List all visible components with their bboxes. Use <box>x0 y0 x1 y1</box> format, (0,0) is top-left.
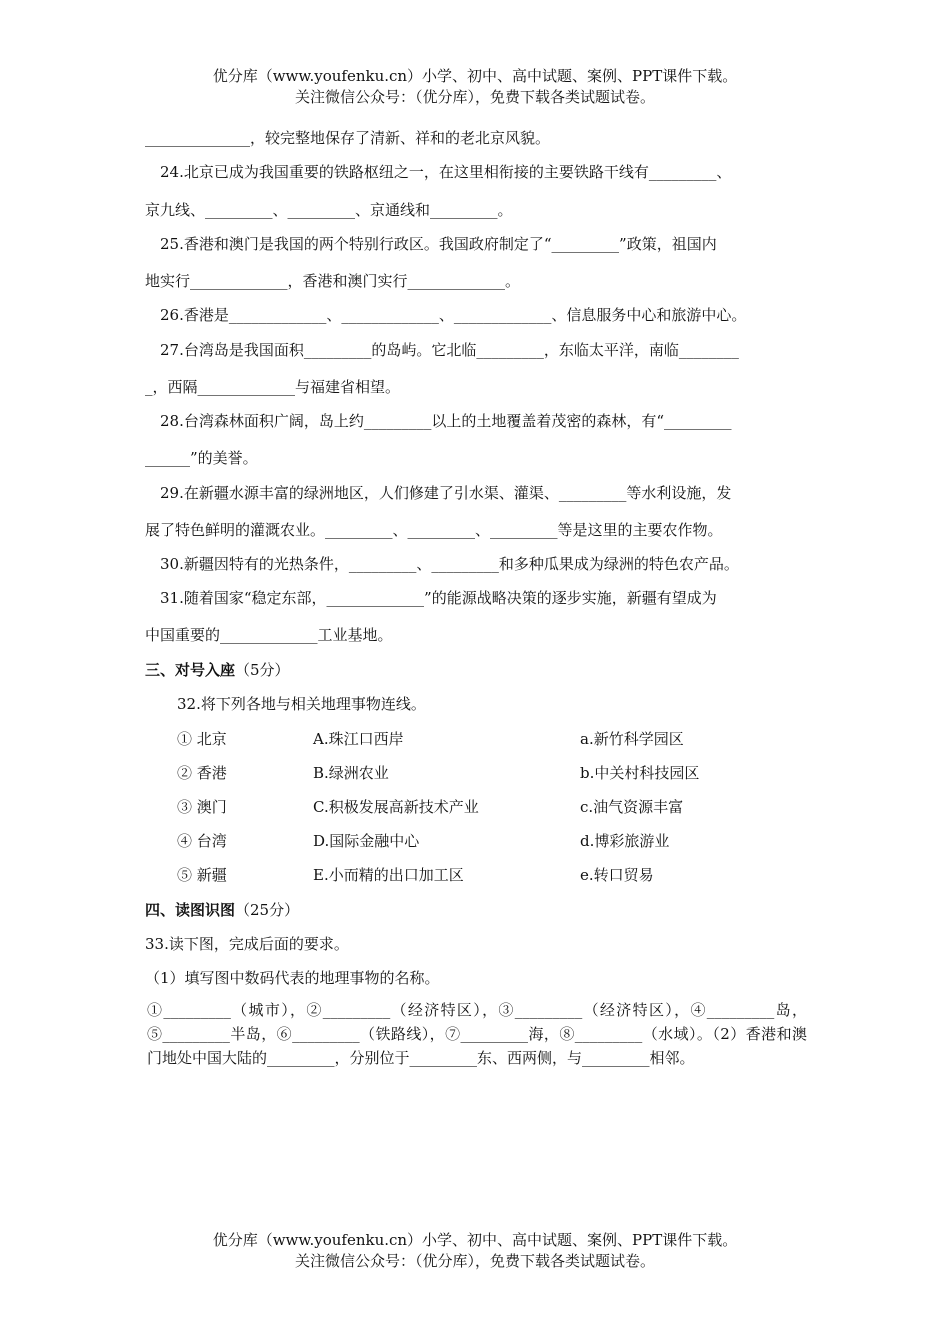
match-place: ④ 台湾 <box>177 832 227 850</box>
q28-line-1: 28.台湾森林面积广阔，岛上约_________以上的土地覆盖着茂密的森林，有“_________ <box>160 412 732 430</box>
footer-line-1: 优分库（www.youfenku.cn）小学、初中、高中试题、案例、PPT课件下载。 <box>212 1231 738 1249</box>
q32-instruction: 32.将下列各地与相关地理事物连线。 <box>177 695 426 713</box>
section-3-points: （5分） <box>235 661 290 679</box>
q29-line-2: 展了特色鲜明的灌溉农业。_________、_________、_________等是这里的主要农作物。 <box>145 521 723 539</box>
q31-line-2: 中国重要的_____________工业基地。 <box>145 626 393 644</box>
q23-continuation: ______________，较完整地保存了清新、祥和的老北京风貌。 <box>145 129 551 147</box>
q27-line-1: 27.台湾岛是我国面积_________的岛屿。它北临_________，东临太平洋，南临________ <box>160 341 739 359</box>
page-header <box>0 66 950 108</box>
match-place: ① 北京 <box>177 730 227 748</box>
q26-line: 26.香港是_____________、_____________、_____________、信息服务中心和旅游中心。 <box>160 306 747 324</box>
q28-line-2: ______”的美誉。 <box>145 449 258 467</box>
header-line-2: 关注微信公众号：（优分库），免费下载各类试题试卷。 <box>294 88 655 106</box>
match-item: b.中关村科技园区 <box>580 764 700 782</box>
match-feature: E.小而精的出口加工区 <box>313 866 464 884</box>
match-feature: A.珠江口西岸 <box>313 730 404 748</box>
section-4-points: （25分） <box>235 901 300 919</box>
match-item: d.博彩旅游业 <box>580 832 670 850</box>
q25-line-2: 地实行_____________，香港和澳门实行_____________。 <box>145 272 521 290</box>
q33-sub-1: （1）填写图中数码代表的地理事物的名称。 <box>145 969 440 987</box>
q24-line-1: 24.北京已成为我国重要的铁路枢纽之一，在这里相衔接的主要铁路干线有_________、 <box>160 163 732 181</box>
match-feature: D.国际金融中心 <box>313 832 420 850</box>
header-line-1: 优分库（www.youfenku.cn）小学、初中、高中试题、案例、PPT课件下载。 <box>212 67 738 85</box>
section-4-title: 四、读图识图 <box>145 901 236 919</box>
match-place: ② 香港 <box>177 764 227 782</box>
q29-line-1: 29.在新疆水源丰富的绿洲地区，人们修建了引水渠、灌渠、_________等水利设施，发 <box>160 484 732 502</box>
q33-instruction: 33.读下图，完成后面的要求。 <box>145 935 349 953</box>
match-item: c.油气资源丰富 <box>580 798 684 816</box>
match-feature: C.积极发展高新技术产业 <box>313 798 479 816</box>
q25-line-1: 25.香港和澳门是我国的两个特别行政区。我国政府制定了“_________”政策，祖国内 <box>160 235 717 253</box>
footer-line-2: 关注微信公众号：（优分库），免费下载各类试题试卷。 <box>294 1252 655 1270</box>
match-place: ⑤ 新疆 <box>177 866 227 884</box>
section-3-title: 三、对号入座 <box>145 661 236 679</box>
page-footer <box>0 1230 950 1272</box>
q30-line: 30.新疆因特有的光热条件，_________、_________和多种瓜果成为绿洲的特色农产品。 <box>160 555 739 573</box>
q27-line-2: _，西隔_____________与福建省相望。 <box>145 378 401 396</box>
section-4-heading <box>145 899 810 920</box>
q31-line-1: 31.随着国家“稳定东部，_____________”的能源战略决策的逐步实施，新疆有望成为 <box>160 589 717 607</box>
q24-line-2: 京九线、_________、_________、京通线和_________。 <box>145 201 513 219</box>
match-place: ③ 澳门 <box>177 798 227 816</box>
match-item: a.新竹科学园区 <box>580 730 684 748</box>
match-item: e.转口贸易 <box>580 866 654 884</box>
match-feature: B.绿洲农业 <box>313 764 389 782</box>
q33-answer-paragraph: ①_________（城市），②_________（经济特区），③_________（经济特区），④_________岛，⑤_________半岛，⑥_________（铁路线），⑦_________海，⑧_________（水域）。（2）香港和澳门地处中国大陆的_________，分别位于_________东、西两侧，与_________相邻。 <box>147 1001 807 1067</box>
section-3-heading <box>145 659 810 680</box>
